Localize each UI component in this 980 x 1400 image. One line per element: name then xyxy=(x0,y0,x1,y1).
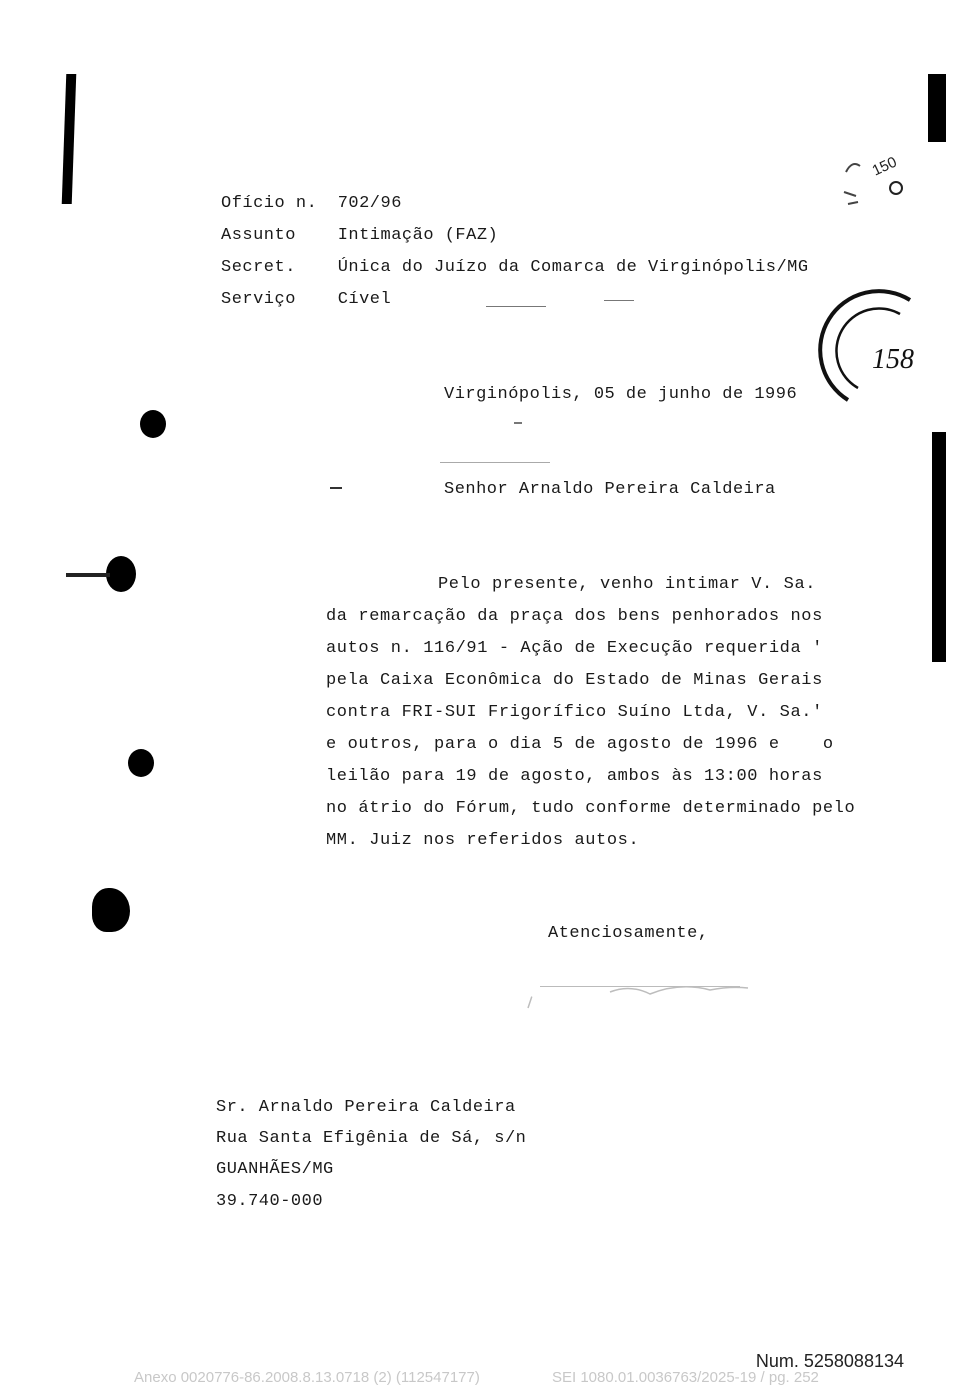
header-value: Única do Juízo da Comarca de Virginópolis/MG xyxy=(337,258,809,277)
signature-scribble-icon xyxy=(520,972,760,1032)
address-line: GUANHÃES/MG xyxy=(216,1160,334,1179)
body-line: da remarcação da praça dos bens penhorados nos xyxy=(326,607,823,626)
header-label: Ofício n. xyxy=(221,194,318,213)
header-label: Secret. xyxy=(221,258,296,277)
body-line: e outros, para o dia 5 de agosto de 1996 e o xyxy=(326,735,834,754)
body-line: contra FRI-SUI Frigorífico Suíno Ltda, V. Sa.' xyxy=(326,703,823,722)
punch-hole-2 xyxy=(106,556,136,592)
sei-line: SEI 1080.01.0036763/2025-19 / pg. 252 xyxy=(552,1369,819,1386)
body-line: no átrio do Fórum, tudo conforme determinado pelo xyxy=(326,799,856,818)
punch-hole-4 xyxy=(92,888,130,932)
scan-speck xyxy=(486,306,546,307)
right-edge-bar-top xyxy=(928,74,946,142)
scan-speck xyxy=(330,487,342,489)
closing: Atenciosamente, xyxy=(548,924,709,943)
court-seal-stamp xyxy=(818,288,928,418)
scan-speck xyxy=(440,462,550,463)
punch-hole-1 xyxy=(140,410,166,438)
document-number: Num. 5258088134 xyxy=(755,1351,904,1371)
address-line: Rua Santa Efigênia de Sá, s/n xyxy=(216,1129,527,1148)
body-line: autos n. 116/91 - Ação de Execução requerida ' xyxy=(326,639,823,658)
header-row-servico xyxy=(221,290,391,309)
seal-number: 158 xyxy=(872,344,914,375)
header-value: 702/96 xyxy=(337,194,402,213)
header-value: Cível xyxy=(337,290,392,309)
header-label: Assunto xyxy=(221,226,296,245)
small-stamp-mark xyxy=(838,152,908,214)
header-row-secret xyxy=(221,258,809,277)
header-row-assunto xyxy=(221,226,498,245)
body-line: pela Caixa Econômica do Estado de Minas Gerais xyxy=(326,671,823,690)
address-line: 39.740-000 xyxy=(216,1192,324,1211)
scan-speck xyxy=(514,422,522,424)
stamp-small-number: 150 xyxy=(869,153,900,180)
punch-hole-2-streak xyxy=(66,573,110,577)
header-row-oficio xyxy=(221,194,402,213)
annex-line: Anexo 0020776-86.2008.8.13.0718 (2) (112547177) xyxy=(134,1369,480,1386)
punch-hole-3 xyxy=(128,749,154,777)
header-label: Serviço xyxy=(221,290,296,309)
date-line: Virginópolis, 05 de junho de 1996 xyxy=(444,385,798,404)
header-value: Intimação (FAZ) xyxy=(337,226,499,245)
scan-speck xyxy=(604,300,634,301)
right-edge-bar-middle xyxy=(932,432,946,662)
left-edge-bar xyxy=(62,74,77,204)
body-line: leilão para 19 de agosto, ambos às 13:00 horas xyxy=(326,767,823,786)
faint-signature xyxy=(520,972,760,1032)
body-line: Pelo presente, venho intimar V. Sa. xyxy=(438,575,817,594)
address-line: Sr. Arnaldo Pereira Caldeira xyxy=(216,1098,516,1117)
salutation: Senhor Arnaldo Pereira Caldeira xyxy=(444,480,776,499)
body-line: MM. Juiz nos referidos autos. xyxy=(326,831,640,850)
